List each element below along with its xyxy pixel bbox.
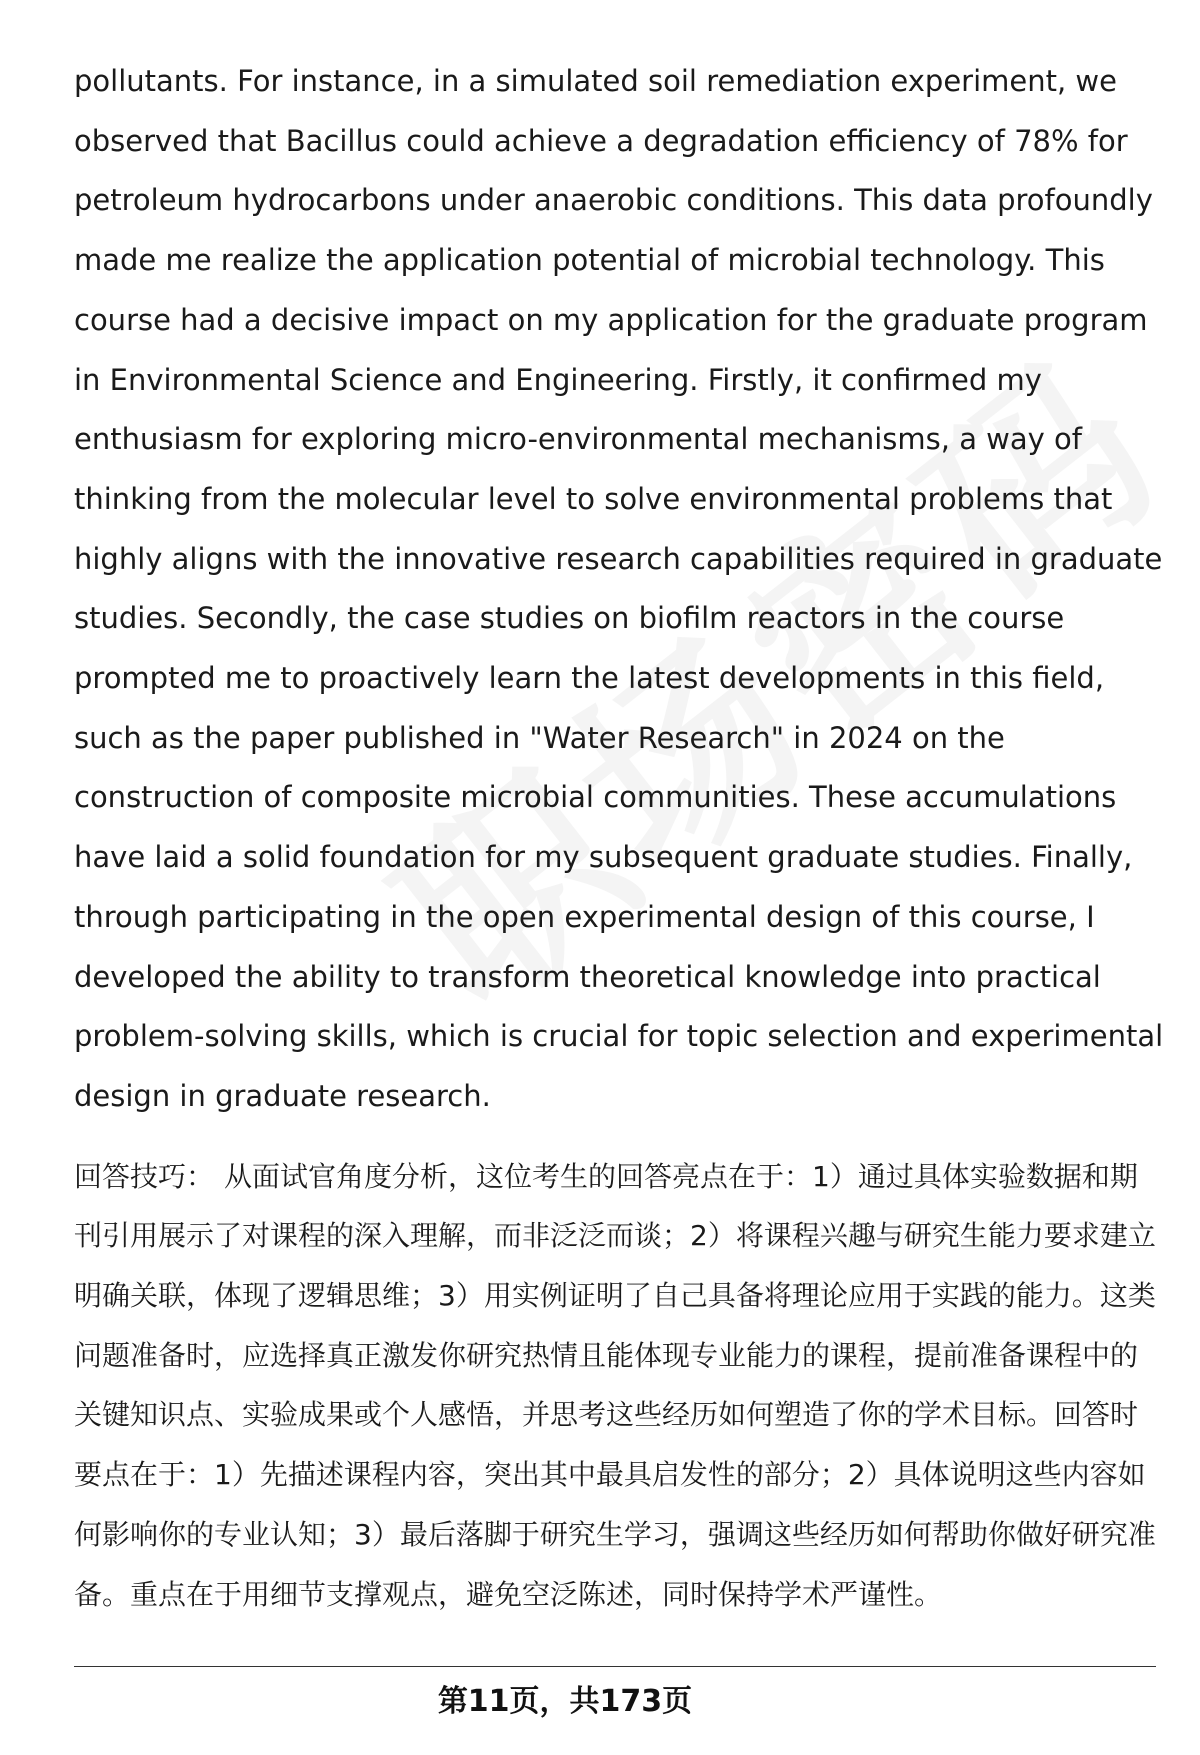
- answer-tips: [74, 1147, 1164, 1625]
- answer-tips-label: 回答技巧：: [74, 1159, 215, 1193]
- page-content: [74, 52, 1164, 1624]
- body-paragraph: pollutants. For instance, in a simulated soil remediation experiment, we observed that Bacillus could achieve a degradation efficiency of 78% for petroleum hydrocarbons under anaerobic conditions. This data profoundly made me realize the application potential of microbial technology. This course had a decisive impact on my application for the graduate program in Environmental Science and Engineering. Firstly, it confirmed my enthusiasm for exploring micro-environmental mechanisms, a way of thinking from the molecular level to solve environmental problems that highly aligns with the innovative research capabilities required in graduate studies. Secondly, the case studies on biofilm reactors in the course prompted me to proactively learn the latest developments in this field, such as the paper published in "Water Research" in 2024 on the construction of composite microbial communities. These accumulations have laid a solid foundation for my subsequent graduate studies. Finally, through participating in the open experimental design of this course, I developed the ability to transform theoretical knowledge into practical problem-solving skills, which is crucial for topic selection and experimental design in graduate research.: [74, 64, 1164, 1113]
- page-number: 第11页，共173页: [437, 1684, 693, 1719]
- footer-divider: [74, 1666, 1156, 1667]
- answer-tips-text: 从面试官角度分析，这位考生的回答亮点在于：1）通过具体实验数据和期刊引用展示了对课程的深入理解，而非泛泛而谈；2）将课程兴趣与研究生能力要求建立明确关联，体现了逻辑思维；3）用实例证明了自己具备将理论应用于实践的能力。这类问题准备时，应选择真正激发你研究热情且能体现专业能力的课程，提前准备课程中的关键知识点、实验成果或个人感悟，并思考这些经历如何塑造了你的学术目标。回答时要点在于：1）先描述课程内容，突出其中最具启发性的部分；2）具体说明这些内容如何影响你的专业认知；3）最后落脚于研究生学习，强调这些经历如何帮助你做好研究准备。重点在于用细节支撑观点，避免空泛陈述，同时保持学术严谨性。: [74, 1159, 1156, 1611]
